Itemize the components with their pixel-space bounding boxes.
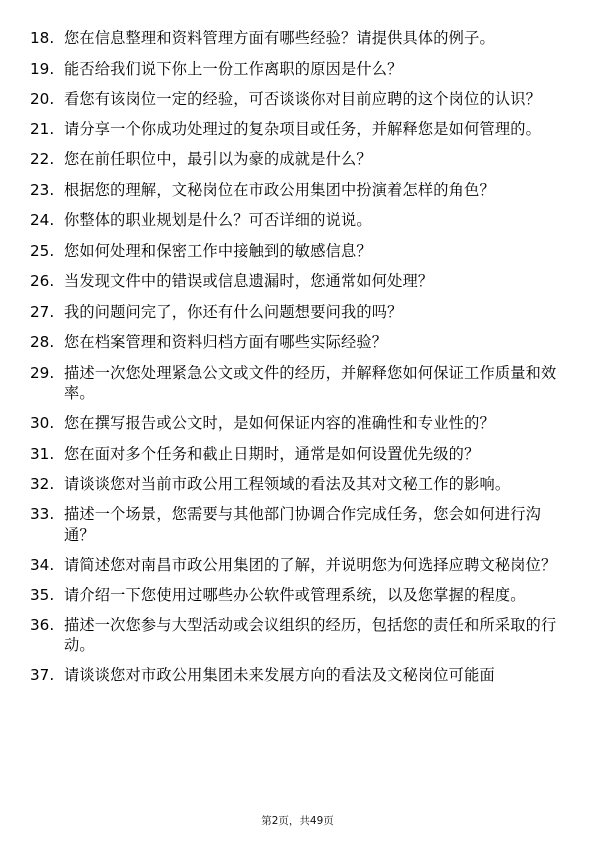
question-text: 能否给我们说下你上一份工作离职的原因是什么？ (64, 59, 403, 78)
question-item (30, 180, 565, 201)
question-item (30, 615, 565, 656)
question-number: 30. (30, 414, 55, 432)
question-list (30, 28, 565, 696)
question-number: 26. (30, 272, 55, 290)
question-item (30, 363, 565, 404)
question-item (30, 28, 565, 49)
question-item (30, 119, 565, 140)
question-number: 35. (30, 585, 55, 604)
question-number: 23. (30, 180, 55, 199)
question-number: 18. (30, 29, 55, 47)
question-number: 37. (30, 666, 55, 684)
question-text: 根据您的理解，文秘岗位在市政公用集团中扮演着怎样的角色？ (64, 180, 495, 199)
question-text: 请介绍一下您使用过哪些办公软件或管理系统，以及您掌握的程度。 (64, 585, 526, 604)
question-number: 20. (30, 90, 55, 108)
question-item (30, 504, 565, 545)
question-text: 描述一次您参与大型活动或会议组织的经历，包括您的责任和所采取的行动。 (64, 615, 557, 654)
question-item (30, 271, 565, 292)
question-item (30, 59, 565, 80)
question-item (30, 149, 565, 170)
question-number: 36. (30, 615, 55, 634)
question-item (30, 210, 565, 231)
question-text: 您在信息整理和资料管理方面有哪些经验？请提供具体的例子。 (64, 29, 495, 47)
question-number: 24. (30, 211, 55, 229)
question-text: 当发现文件中的错误或信息遗漏时，您通常如何处理？ (64, 272, 434, 290)
question-text: 您在面对多个任务和截止日期时，通常是如何设置优先级的？ (64, 444, 480, 463)
question-number: 22. (30, 150, 55, 168)
question-text: 请谈谈您对市政公用集团未来发展方向的看法及文秘岗位可能面 (64, 666, 495, 684)
question-text: 请简述您对南昌市政公用集团的了解，并说明您为何选择应聘文秘岗位？ (64, 555, 557, 574)
question-number: 25. (30, 241, 55, 260)
question-number: 28. (30, 333, 55, 351)
question-item (30, 332, 565, 353)
question-item (30, 444, 565, 465)
question-number: 21. (30, 120, 55, 138)
question-item (30, 474, 565, 495)
question-text: 描述一次您处理紧急公文或文件的经历，并解释您如何保证工作质量和效率。 (64, 363, 557, 402)
question-number: 33. (30, 505, 55, 523)
question-text: 请谈谈您对当前市政公用工程领域的看法及其对文秘工作的影响。 (64, 475, 511, 493)
question-item (30, 665, 565, 686)
question-number: 29. (30, 363, 55, 382)
page-footer (0, 814, 595, 828)
question-item (30, 585, 565, 606)
question-number: 27. (30, 302, 55, 321)
question-text: 看您有该岗位一定的经验，可否谈谈你对目前应聘的这个岗位的认识？ (64, 90, 542, 108)
question-item (30, 302, 565, 323)
question-number: 32. (30, 475, 55, 493)
page-number-label: 第2页，共49页 (261, 815, 334, 827)
question-item (30, 413, 565, 434)
question-text: 您在前任职位中，最引以为豪的成就是什么？ (64, 150, 372, 168)
question-text: 你整体的职业规划是什么？可否详细的说说。 (64, 211, 372, 229)
question-text: 您在档案管理和资料归档方面有哪些实际经验？ (64, 333, 388, 351)
question-text: 您在撰写报告或公文时，是如何保证内容的准确性和专业性的？ (64, 414, 495, 432)
question-item (30, 89, 565, 110)
question-text: 描述一个场景，您需要与其他部门协调合作完成任务，您会如何进行沟通？ (64, 505, 542, 544)
question-number: 31. (30, 444, 55, 463)
question-number: 19. (30, 59, 55, 78)
question-item (30, 555, 565, 576)
question-number: 34. (30, 555, 55, 574)
question-item (30, 241, 565, 262)
question-text: 您如何处理和保密工作中接触到的敏感信息？ (64, 241, 372, 260)
question-text: 我的问题问完了，你还有什么问题想要问我的吗？ (64, 302, 403, 321)
question-text: 请分享一个你成功处理过的复杂项目或任务，并解释您是如何管理的。 (64, 120, 542, 138)
